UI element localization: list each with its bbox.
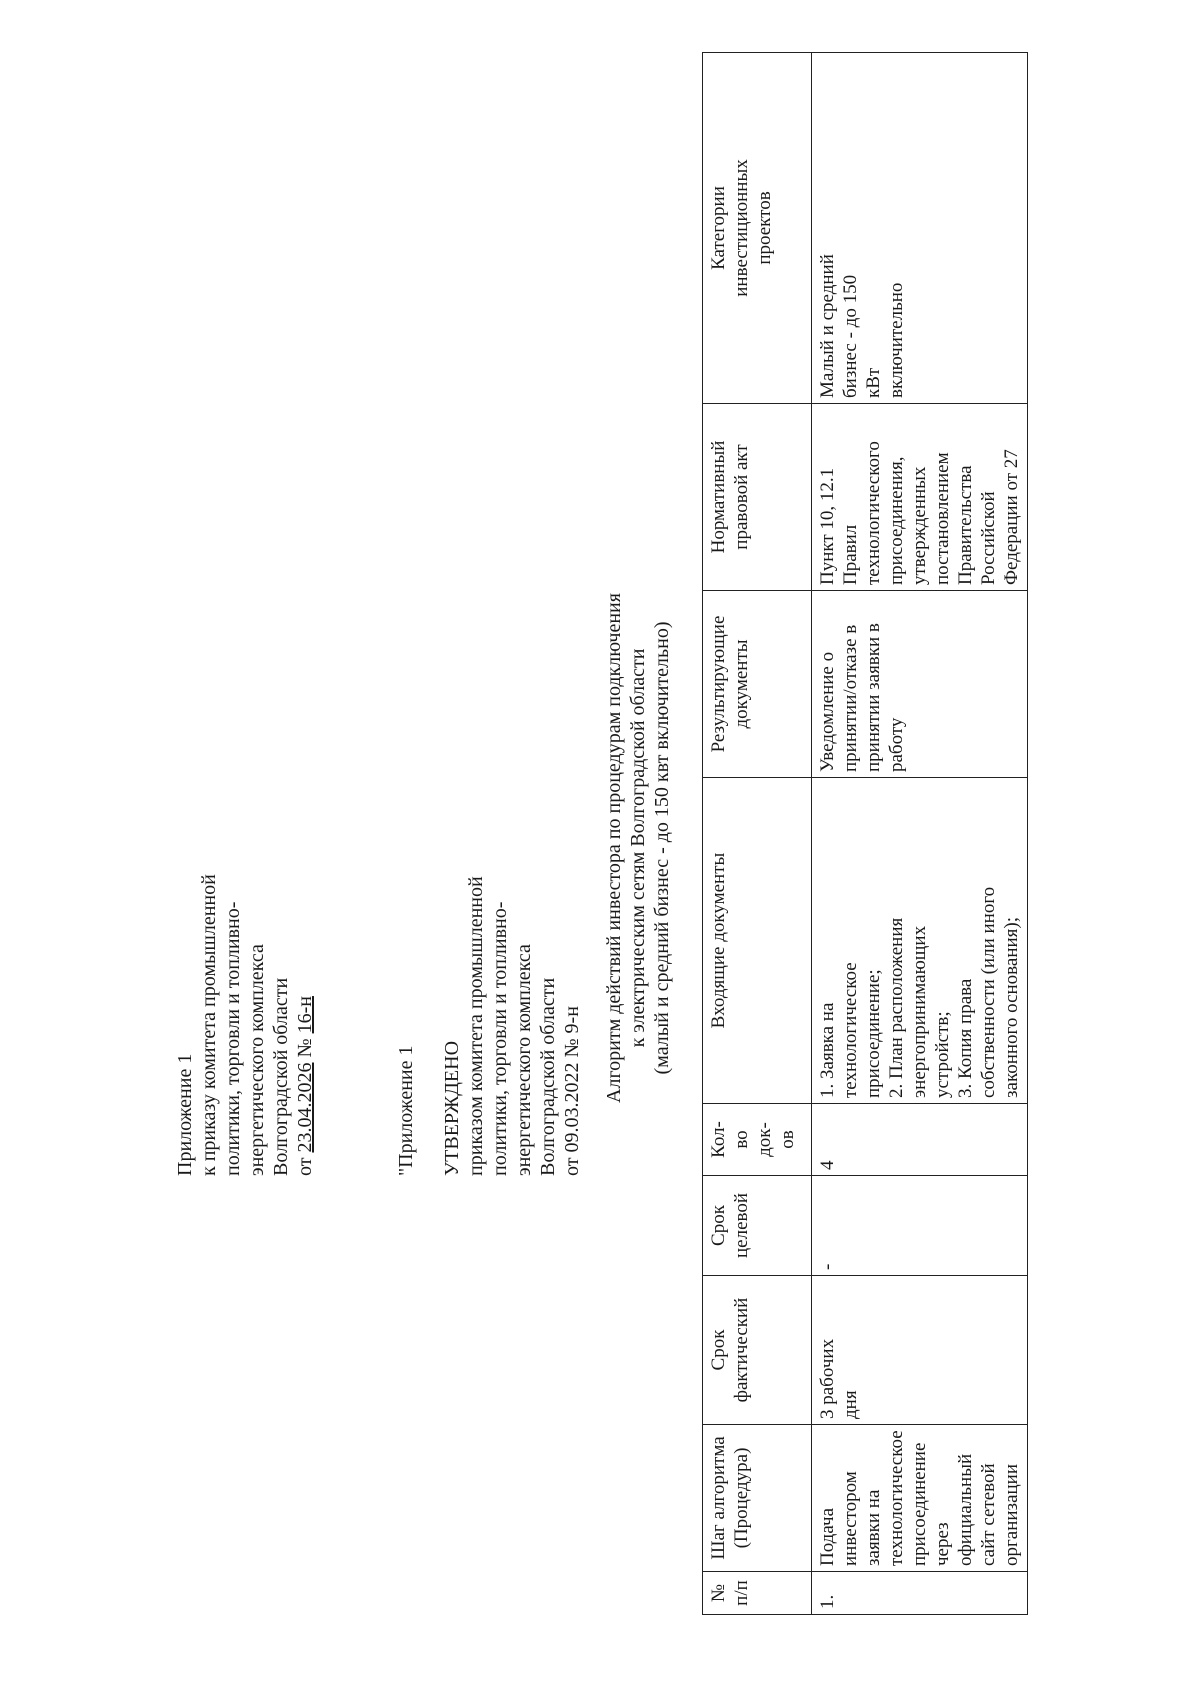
header-col-legal-act — [703, 404, 812, 591]
header-cell-line: ов — [777, 1130, 798, 1149]
appendix-number-prefix: № — [294, 1033, 316, 1063]
cell-line: Малый и средний — [817, 254, 838, 398]
appendix-header — [173, 874, 317, 1176]
cell-line: 2. План расположения — [886, 917, 907, 1098]
cell-line: Подача — [817, 1507, 838, 1566]
header-cell-line: Срок — [708, 1329, 729, 1371]
appendix-date: 23.04.2026 — [294, 1062, 316, 1153]
appendix-line: политики, торговли и топливно- — [222, 901, 244, 1176]
header-col-result-docs — [703, 591, 812, 778]
cell-line: через — [932, 1522, 953, 1566]
cell-col-project-category — [812, 53, 1028, 404]
header-col-actual-term — [703, 1276, 812, 1425]
cell-col-actual-term — [812, 1276, 1028, 1425]
header-cell-line: во — [731, 1130, 752, 1149]
cell-line: принятии/отказе в — [840, 624, 861, 772]
header-cell-line: инвестиционных — [731, 159, 752, 297]
header-cell-line: проектов — [754, 191, 775, 265]
cell-line: официальный — [955, 1453, 976, 1566]
cell-col-step — [812, 1425, 1028, 1572]
cell-line: энергопринимающих — [909, 925, 930, 1098]
header-cell-line: фактический — [731, 1297, 752, 1403]
title-line: Алгоритм действий инвестора по процедурам подключения — [603, 593, 625, 1103]
cell-line: законного основания); — [1001, 916, 1022, 1098]
cell-line: технологического — [863, 441, 884, 585]
cell-line: постановлением — [932, 452, 953, 585]
header-cell-line: Кол- — [708, 1121, 729, 1158]
cell-line: - — [817, 1263, 838, 1270]
approved-line: политики, торговли и топливно- — [489, 901, 511, 1176]
cell-line: Правительства — [955, 465, 976, 585]
header-cell-line: правовой акт — [731, 444, 752, 550]
cell-line: присоединение — [909, 1442, 930, 1566]
cell-col-number — [812, 1572, 1028, 1615]
header-cell-line: Шаг алгоритма — [708, 1436, 729, 1560]
cell-line: присоединение; — [863, 969, 884, 1098]
cell-line: технологическое — [840, 962, 861, 1098]
header-col-target-term — [703, 1176, 812, 1276]
header-cell-line: Входящие документы — [708, 852, 729, 1029]
header-col-doc-count — [703, 1104, 812, 1176]
cell-line: 3 рабочих — [817, 1338, 838, 1419]
cell-line: 4 — [817, 1160, 838, 1170]
cell-line: сайт сетевой — [978, 1463, 999, 1566]
cell-line: Пункт 10, 12.1 — [817, 467, 838, 585]
approved-line: энергетического комплекса — [513, 944, 535, 1176]
cell-line: 1. Заявка на — [817, 1002, 838, 1098]
table-header — [703, 53, 812, 1615]
cell-line: 1. — [817, 1594, 838, 1609]
cell-line: бизнес - до 150 — [840, 274, 861, 398]
cell-line: принятии заявки в — [863, 623, 884, 772]
header-cell-line: (Процедура) — [731, 1447, 752, 1549]
title-line: (малый и средний бизнес - до 150 квт включительно) — [651, 621, 673, 1075]
approved-ref-line: "Приложение 1 — [395, 1045, 417, 1176]
appendix-line: к приказу комитета промышленной — [198, 874, 220, 1176]
cell-line: технологическое — [886, 1430, 907, 1566]
appendix-date-prefix: от — [294, 1152, 316, 1176]
table-row — [812, 53, 1028, 1615]
appendix-line: Волгоградской области — [270, 977, 292, 1176]
cell-line: устройств; — [932, 1011, 953, 1098]
document-title — [602, 378, 674, 1318]
cell-line: дня — [840, 1390, 861, 1419]
cell-line: организации — [1001, 1463, 1022, 1566]
cell-line: собственности (или иного — [978, 886, 999, 1098]
header-cell-line: целевой — [731, 1192, 752, 1259]
cell-line: работу — [886, 717, 907, 772]
table-body — [812, 53, 1028, 1615]
header-cell-line: Результирующие — [708, 615, 729, 753]
approved-line: Волгоградской области — [537, 977, 559, 1176]
approved-line: приказом комитета промышленной — [465, 876, 487, 1176]
approved-line: от 09.03.2022 № 9-н — [561, 1006, 583, 1176]
cell-line: кВт — [863, 367, 884, 398]
cell-line: Уведомление о — [817, 651, 838, 772]
algorithm-table — [702, 52, 1028, 1615]
appendix-number: 16-н — [294, 996, 316, 1034]
header-cell-line: Категории — [708, 186, 729, 270]
table-header-row — [703, 53, 812, 1615]
cell-col-doc-count — [812, 1104, 1028, 1176]
cell-line: Российской — [978, 491, 999, 585]
header-cell-line: Срок — [708, 1205, 729, 1246]
approved-line: УТВЕРЖДЕНО — [441, 1040, 463, 1176]
cell-line: присоединения, — [886, 456, 907, 585]
header-col-step — [703, 1425, 812, 1572]
cell-col-target-term — [812, 1176, 1028, 1276]
header-cell-line: п/п — [731, 1580, 752, 1606]
header-cell-line: док- — [754, 1122, 775, 1157]
header-col-number — [703, 1572, 812, 1615]
cell-line: 3. Копия права — [955, 978, 976, 1098]
header-col-project-category — [703, 53, 812, 404]
cell-line: Федерации от 27 — [1001, 449, 1022, 585]
cell-col-input-docs — [812, 778, 1028, 1104]
cell-line: утвержденных — [909, 466, 930, 585]
appendix-date-line — [293, 874, 317, 1176]
header-cell-line: Нормативный — [708, 440, 729, 554]
cell-line: инвестором — [840, 1471, 861, 1566]
cell-col-legal-act — [812, 404, 1028, 591]
header-cell-line: документы — [731, 639, 752, 729]
header-cell-line: № — [708, 1583, 729, 1603]
appendix-line: энергетического комплекса — [246, 944, 268, 1176]
header-col-input-docs — [703, 778, 812, 1104]
approved-header — [394, 876, 584, 1176]
title-line: к электрическим сетям Волгоградской области — [627, 648, 649, 1048]
appendix-line: Приложение 1 — [174, 1053, 196, 1176]
cell-line: включительно — [886, 282, 907, 398]
cell-line: Правил — [840, 524, 861, 585]
cell-line: заявки на — [863, 1489, 884, 1566]
cell-col-result-docs — [812, 591, 1028, 778]
